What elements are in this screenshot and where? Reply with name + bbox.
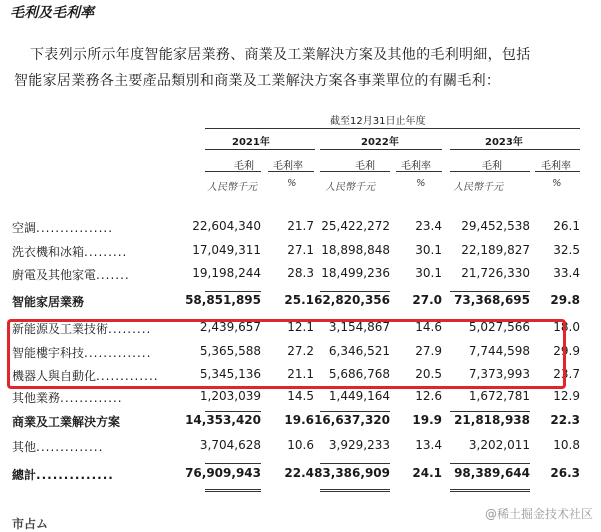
gross-profit-2022: 3,154,867: [328, 320, 390, 334]
gross-profit-2021: 19,198,244: [192, 266, 261, 280]
margin-2021: 12.1: [287, 320, 314, 334]
highlight-box: [7, 319, 566, 389]
gross-profit-2021: 58,851,895: [185, 293, 261, 307]
gross-profit-2022: 18,898,848: [321, 243, 390, 257]
row-label: 洗衣機和冰箱.........: [12, 245, 128, 259]
gross-profit-2022: 6,346,521: [328, 344, 390, 358]
col-header-gp-2023: 毛利: [482, 161, 502, 172]
row-label: 廚電及其他家電.......: [12, 268, 130, 282]
margin-2022: 19.9: [412, 413, 442, 427]
gross-profit-2022: 62,820,356: [314, 293, 390, 307]
margin-2023: 26.3: [550, 466, 580, 480]
gross-profit-2023: 22,189,827: [461, 243, 530, 257]
margin-2021: 21.1: [287, 367, 314, 381]
margin-2022: 12.6: [415, 389, 442, 403]
col-rule: [268, 171, 314, 172]
gross-profit-2023: 5,027,566: [468, 320, 530, 334]
margin-2022: 13.4: [415, 438, 442, 452]
gross-profit-2023: 73,368,695: [454, 293, 530, 307]
gross-profit-2021: 2,439,657: [199, 320, 261, 334]
row-label: 智能家居業務: [12, 295, 85, 309]
unit-label-2021: 人民幣千元: [207, 182, 257, 193]
col-rule: [450, 171, 530, 172]
subtotal-rule: [320, 291, 390, 292]
gross-profit-2023: 98,389,644: [454, 466, 530, 480]
gross-profit-2022: 5,686,768: [328, 367, 390, 381]
table-row: [0, 438, 601, 460]
margin-2021: 22.4: [284, 466, 314, 480]
margin-2023: 32.5: [553, 243, 580, 257]
margin-2021: 14.5: [287, 389, 314, 403]
margin-2021: 21.7: [287, 219, 314, 233]
margin-2023: 18.0: [553, 320, 580, 334]
intro-paragraph-line-1: 下表列示所示年度智能家居業務、商業及工業解決方案及其他的毛利明細，包括: [30, 47, 531, 63]
gross-profit-2021: 17,049,311: [192, 243, 261, 257]
year-header-2023: 2023年: [485, 137, 523, 148]
unit-label-2022: 人民幣千元: [325, 182, 375, 193]
period-rule: [205, 128, 580, 129]
margin-2023: 10.8: [553, 438, 580, 452]
table-row: [0, 389, 601, 411]
gross-profit-2021: 5,345,136: [199, 367, 261, 381]
total-double-rule: [205, 489, 261, 492]
gross-profit-2021: 3,704,628: [199, 438, 261, 452]
margin-2021: 25.1: [284, 293, 314, 307]
table-row: [0, 243, 601, 265]
margin-2021: 10.6: [287, 438, 314, 452]
year-rule-2021: [205, 149, 315, 150]
col-rule: [396, 171, 442, 172]
row-label: 機器人與自動化.............: [12, 369, 159, 383]
row-label: 新能源及工業技術.........: [12, 322, 152, 336]
margin-2023: 29.8: [550, 293, 580, 307]
table-row: [0, 413, 601, 435]
col-rule: [320, 171, 390, 172]
gross-profit-2022: 83,386,909: [314, 466, 390, 480]
margin-2023: 23.7: [553, 367, 580, 381]
gross-profit-2022: 16,637,320: [314, 413, 390, 427]
margin-2021: 19.6: [284, 413, 314, 427]
row-label: 總計..............: [12, 468, 114, 482]
col-header-margin-2023: 毛利率: [541, 161, 571, 172]
gross-profit-2021: 76,909,943: [185, 466, 261, 480]
gross-profit-2023: 3,202,011: [468, 438, 530, 452]
total-double-rule: [320, 489, 390, 492]
percent-label-2023: %: [552, 178, 562, 189]
gross-profit-2023: 21,818,938: [454, 413, 530, 427]
subtotal-rule: [450, 291, 530, 292]
percent-label-2021: %: [287, 178, 297, 189]
table-row: [0, 466, 601, 488]
margin-2022: 27.0: [412, 293, 442, 307]
margin-2023: 29.9: [553, 344, 580, 358]
gross-profit-2021: 14,353,420: [185, 413, 261, 427]
gross-profit-2022: 1,449,164: [328, 389, 390, 403]
unit-label-2023: 人民幣千元: [453, 182, 503, 193]
margin-2022: 30.1: [415, 266, 442, 280]
col-header-gp-2022: 毛利: [355, 161, 375, 172]
subtotal-rule: [205, 411, 261, 412]
col-header-margin-2021: 毛利率: [273, 161, 303, 172]
col-header-gp-2021: 毛利: [234, 161, 254, 172]
col-header-margin-2022: 毛利率: [401, 161, 431, 172]
margin-2022: 23.4: [415, 219, 442, 233]
gross-profit-2023: 7,373,993: [468, 367, 530, 381]
subtotal-rule: [450, 411, 530, 412]
margin-2023: 33.4: [553, 266, 580, 280]
margin-2022: 30.1: [415, 243, 442, 257]
row-label: 空調................: [12, 221, 114, 235]
gross-profit-2021: 5,365,588: [199, 344, 261, 358]
gross-profit-2021: 1,203,039: [199, 389, 261, 403]
row-label: 其他業務.............: [12, 391, 123, 405]
margin-2022: 14.6: [415, 320, 442, 334]
row-label: 商業及工業解決方案: [12, 415, 121, 429]
row-label: 智能樓宇科技..............: [12, 346, 152, 360]
gross-profit-2023: 29,452,538: [461, 219, 530, 233]
table-row: [0, 266, 601, 288]
section-heading: 毛利及毛利率: [10, 5, 94, 21]
margin-2023: 26.1: [553, 219, 580, 233]
year-header-2021: 2021年: [232, 137, 270, 148]
row-label: 其他..............: [12, 440, 104, 454]
margin-2022: 20.5: [415, 367, 442, 381]
year-rule-2022: [320, 149, 442, 150]
total-rule: [450, 463, 530, 464]
year-rule-2023: [450, 149, 580, 150]
gross-profit-2022: 3,929,233: [328, 438, 390, 452]
gross-profit-2023: 7,744,598: [468, 344, 530, 358]
col-rule: [535, 171, 580, 172]
total-double-rule: [450, 489, 530, 492]
table-row: [0, 219, 601, 241]
percent-label-2022: %: [416, 178, 426, 189]
gross-profit-2021: 22,604,340: [192, 219, 261, 233]
watermark: @稀土掘金技术社区: [484, 507, 593, 521]
next-section-heading-cut: 市占ム: [12, 517, 49, 531]
gross-profit-2023: 21,726,330: [461, 266, 530, 280]
margin-2021: 28.3: [287, 266, 314, 280]
margin-2023: 22.3: [550, 413, 580, 427]
col-rule: [205, 171, 261, 172]
margin-2022: 27.9: [415, 344, 442, 358]
gross-profit-2022: 25,422,272: [321, 219, 390, 233]
period-header: 截至12月31日止年度: [330, 116, 426, 127]
margin-2021: 27.2: [287, 344, 314, 358]
total-rule: [320, 463, 390, 464]
year-header-2022: 2022年: [361, 137, 399, 148]
gross-profit-2023: 1,672,781: [468, 389, 530, 403]
margin-2023: 12.9: [553, 389, 580, 403]
margin-2022: 24.1: [412, 466, 442, 480]
table-row: [0, 293, 601, 315]
total-rule: [205, 463, 261, 464]
intro-paragraph-line-2: 智能家居業務各主要產品類別和商業及工業解決方案各事業單位的有關毛利：: [14, 73, 501, 89]
subtotal-rule: [205, 291, 261, 292]
gross-profit-2022: 18,499,236: [321, 266, 390, 280]
margin-2021: 27.1: [287, 243, 314, 257]
subtotal-rule: [320, 411, 390, 412]
